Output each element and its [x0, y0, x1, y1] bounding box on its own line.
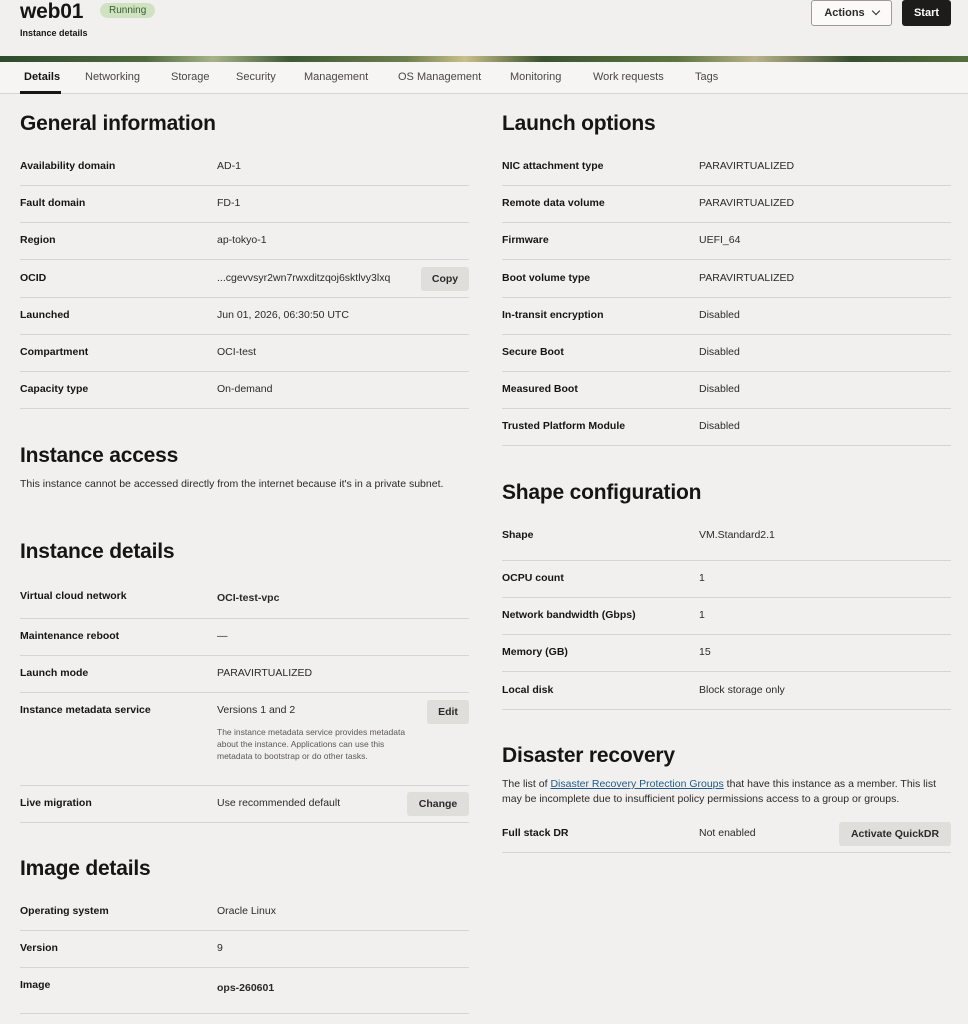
row-value: On-demand	[217, 383, 273, 395]
row-label: OCID	[20, 272, 47, 284]
row-value: UEFI_64	[699, 234, 741, 246]
info-row-remote-data-volume	[502, 186, 951, 223]
row-label: Availability domain	[20, 160, 116, 172]
row-value: Oracle Linux	[217, 905, 276, 917]
info-row-compartment	[20, 335, 469, 372]
tab-tags[interactable]: Tags	[695, 71, 719, 83]
row-value: VM.Standard2.1	[699, 529, 775, 541]
row-label: Capacity type	[20, 383, 89, 395]
info-row-operating-system	[20, 894, 469, 931]
row-label: Shape	[502, 529, 534, 541]
row-value: Use recommended default	[217, 797, 341, 809]
info-row-nic-attachment-type	[502, 149, 951, 186]
row-value: ap-tokyo-1	[217, 234, 267, 246]
row-value: PARAVIRTUALIZED	[699, 272, 795, 284]
actions-button-label: Actions	[824, 7, 865, 19]
info-row-network-bandwidth	[502, 598, 951, 635]
info-row-ocpu-count	[502, 561, 951, 598]
page-header	[0, 0, 968, 56]
launch-options-heading: Launch options	[502, 112, 656, 135]
info-row-capacity-type	[20, 372, 469, 409]
general-information-heading: General information	[20, 112, 216, 135]
row-label: Remote data volume	[502, 197, 605, 209]
row-label: Compartment	[20, 346, 89, 358]
row-label: Measured Boot	[502, 383, 578, 395]
row-value: PARAVIRTUALIZED	[699, 160, 795, 172]
image-link[interactable]: ops-260601	[217, 982, 275, 994]
info-row-version	[20, 931, 469, 968]
row-label: Launched	[20, 309, 70, 321]
start-button[interactable]: Start	[902, 0, 951, 26]
row-value: Block storage only	[699, 684, 785, 696]
row-value: ...cgevvsyr2wn7rwxditzqoj6sktlvy3lxq	[217, 272, 391, 284]
tab-security[interactable]: Security	[236, 71, 276, 83]
info-row-live-migration	[20, 786, 469, 823]
info-row-launch-mode	[20, 656, 469, 693]
row-label: Image	[20, 979, 51, 991]
info-row-memory	[502, 635, 951, 672]
row-value: Disabled	[699, 420, 740, 432]
row-value: 1	[699, 572, 705, 584]
row-label: Fault domain	[20, 197, 86, 209]
row-label: In-transit encryption	[502, 309, 604, 321]
row-label: Launch mode	[20, 667, 89, 679]
vcn-link[interactable]: OCI-test-vpc	[217, 592, 280, 604]
info-row-launched	[20, 298, 469, 335]
row-value: Versions 1 and 2	[217, 704, 296, 716]
info-row-instance-metadata-service	[20, 693, 469, 786]
row-label: Version	[20, 942, 58, 954]
row-value: Disabled	[699, 383, 740, 395]
tab-work-requests[interactable]: Work requests	[593, 71, 664, 83]
dr-text-after: that have this instance as a member. This list may be incomplete due to insufficient policy permissions access to a group or groups.	[502, 778, 937, 805]
info-row-vcn	[20, 580, 469, 619]
chevron-down-icon	[871, 7, 879, 15]
change-live-migration-button[interactable]: Change	[407, 792, 469, 816]
page-subtitle: Instance details	[20, 28, 88, 38]
info-row-region	[20, 223, 469, 260]
row-value: 9	[217, 942, 223, 954]
info-row-shape	[502, 518, 951, 561]
instance-access-text: This instance cannot be accessed directly from the internet because it's in a private subnet.	[20, 478, 444, 490]
row-label: Instance metadata service	[20, 704, 151, 716]
row-label: Region	[20, 234, 56, 246]
row-label: NIC attachment type	[502, 160, 604, 172]
row-label: Trusted Platform Module	[502, 420, 626, 432]
row-label: Memory (GB)	[502, 646, 568, 658]
row-label: Network bandwidth (Gbps)	[502, 609, 636, 621]
row-value: AD-1	[217, 160, 241, 172]
info-row-image	[20, 968, 469, 1014]
row-value: OCI-test	[217, 346, 257, 358]
row-value: 15	[699, 646, 711, 658]
info-row-local-disk	[502, 673, 951, 710]
actions-button[interactable]	[811, 0, 892, 26]
instance-access-heading: Instance access	[20, 444, 179, 467]
disaster-recovery-text	[502, 777, 952, 807]
row-value: Disabled	[699, 346, 740, 358]
info-row-boot-volume-type	[502, 261, 951, 298]
row-label: Full stack DR	[502, 827, 569, 839]
info-row-maintenance-reboot	[20, 619, 469, 656]
page-title: web01	[20, 0, 84, 23]
instance-details-heading: Instance details	[20, 540, 175, 563]
row-value: FD-1	[217, 197, 241, 209]
dr-protection-groups-link[interactable]: Disaster Recovery Protection Groups	[550, 778, 724, 790]
row-value: PARAVIRTUALIZED	[699, 197, 795, 209]
disaster-recovery-heading: Disaster recovery	[502, 744, 675, 767]
image-details-heading: Image details	[20, 857, 151, 880]
tab-monitoring[interactable]: Monitoring	[510, 71, 562, 83]
info-row-ocid	[20, 261, 469, 298]
row-label: Local disk	[502, 684, 554, 696]
row-value: Jun 01, 2026, 06:30:50 UTC	[217, 309, 349, 321]
dr-text-before: The list of	[502, 778, 551, 790]
tab-details[interactable]: Details	[24, 71, 61, 83]
tab-bar	[0, 62, 968, 94]
row-label: Secure Boot	[502, 346, 564, 358]
info-row-measured-boot	[502, 372, 951, 409]
row-label: Operating system	[20, 905, 109, 917]
ims-help-text: The instance metadata service provides metadata about the instance. Applications can use this metadata to bootstrap or do other tasks.	[217, 727, 406, 761]
activate-quickdr-button[interactable]: Activate QuickDR	[839, 822, 951, 846]
row-label: OCPU count	[502, 572, 564, 584]
row-label: Maintenance reboot	[20, 630, 120, 642]
info-row-secure-boot	[502, 335, 951, 372]
status-badge: Running	[100, 3, 155, 18]
tab-networking[interactable]: Networking	[85, 71, 141, 83]
tab-management[interactable]: Management	[304, 71, 369, 83]
row-value: Disabled	[699, 309, 740, 321]
row-value: Not enabled	[699, 827, 756, 839]
row-value: PARAVIRTUALIZED	[217, 667, 313, 679]
edit-ims-button[interactable]: Edit	[427, 700, 469, 724]
active-tab-indicator	[20, 91, 61, 94]
shape-configuration-heading: Shape configuration	[502, 481, 702, 504]
info-row-availability-domain	[20, 149, 469, 186]
row-label: Firmware	[502, 234, 549, 246]
copy-ocid-button[interactable]: Copy	[421, 267, 469, 291]
row-label: Live migration	[20, 797, 92, 809]
row-label: Boot volume type	[502, 272, 591, 284]
row-label: Virtual cloud network	[20, 590, 127, 602]
row-value: 1	[699, 609, 705, 621]
tab-os-management[interactable]: OS Management	[398, 71, 482, 83]
info-row-firmware	[502, 223, 951, 260]
info-row-trusted-platform-module	[502, 409, 951, 446]
info-row-full-stack-dr	[502, 816, 951, 853]
info-row-fault-domain	[20, 186, 469, 223]
row-value: —	[217, 630, 228, 642]
tab-storage[interactable]: Storage	[171, 71, 210, 83]
info-row-in-transit-encryption	[502, 298, 951, 335]
